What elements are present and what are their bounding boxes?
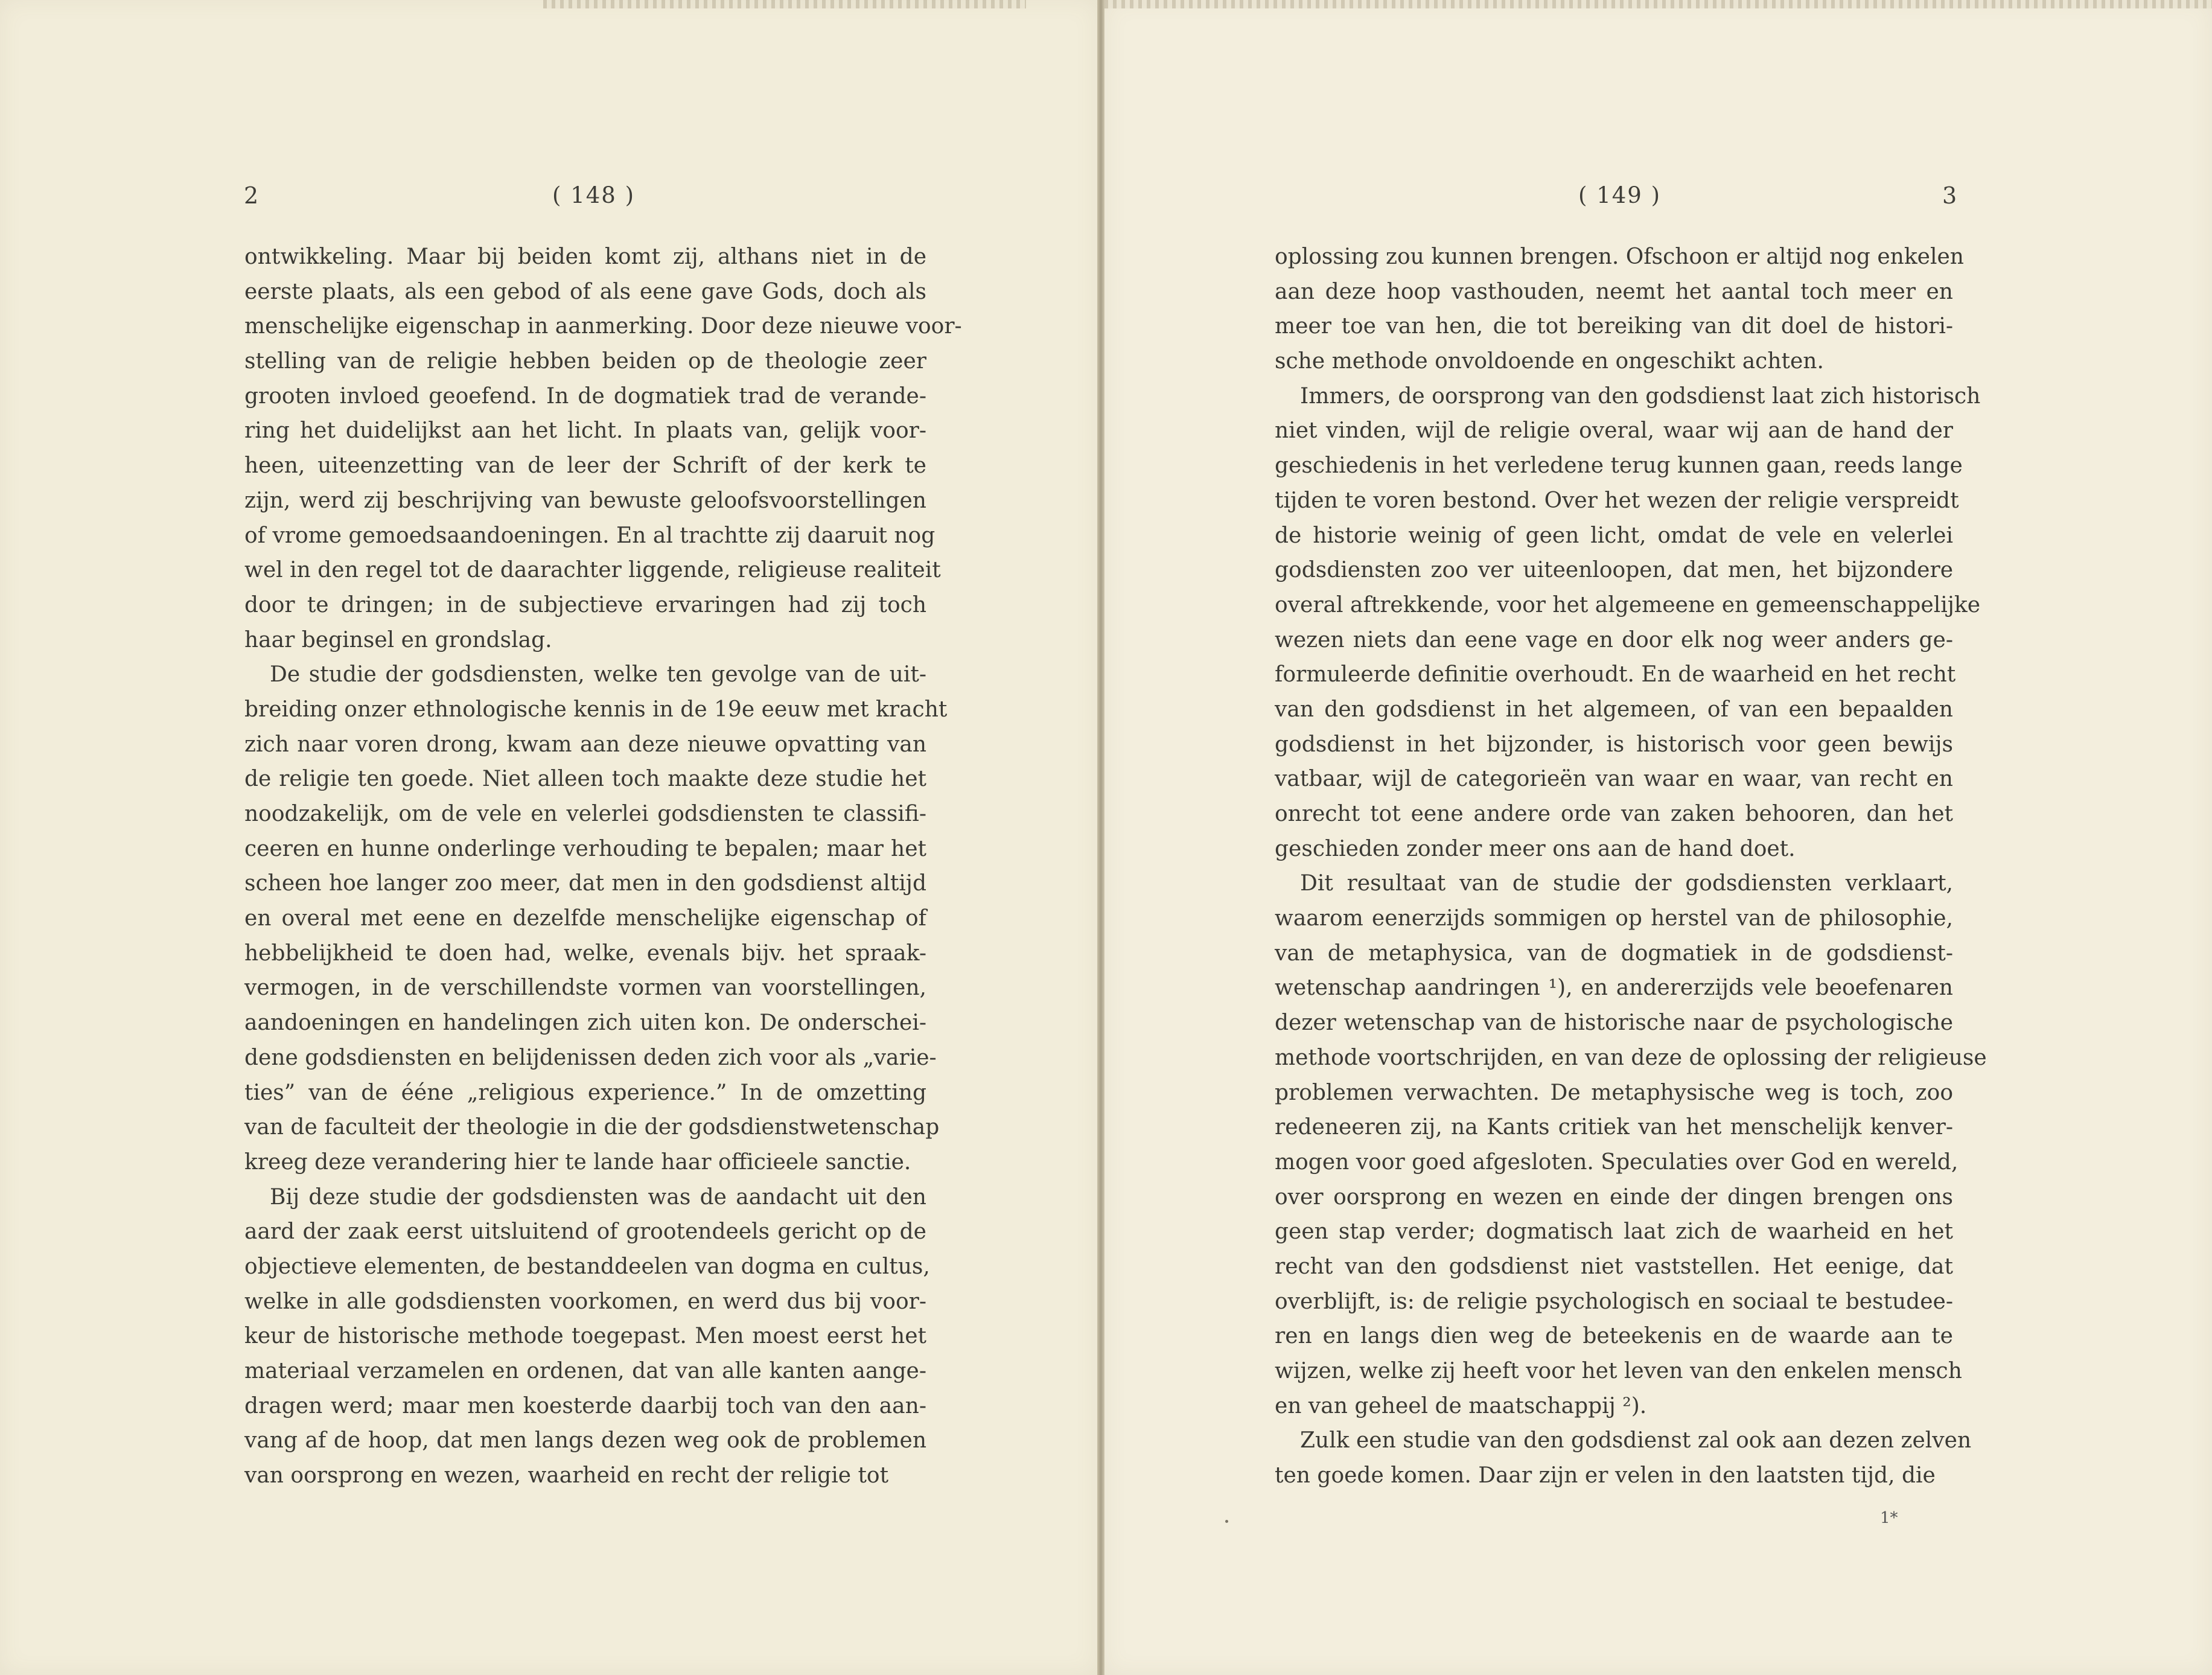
text-line: meer toe van hen, die tot bereiking van dit doel de histori-: [1275, 314, 1953, 339]
left-page-body: [244, 240, 962, 1493]
text-line: dezer wetenschap van de historische naar de psychologische: [1275, 1010, 1953, 1036]
signature-mark: 1*: [1880, 1509, 1898, 1527]
text-line: de religie ten goede. Niet alleen toch maakte deze studie het: [244, 767, 926, 792]
text-line: vermogen, in de verschillendste vormen van voorstellingen,: [244, 975, 926, 1001]
book-gutter: [1097, 0, 1104, 1675]
text-line: De studie der godsdiensten, welke ten gevolge van de uit-: [270, 662, 926, 688]
text-line: keur de historische methode toegepast. Men moest eerst het: [244, 1324, 926, 1349]
text-line: geschieden zonder meer ons aan de hand doet.: [1275, 836, 1796, 861]
text-line: aandoeningen en handelingen zich uiten kon. De onderschei-: [244, 1010, 926, 1036]
text-line: Bij deze studie der godsdiensten was de aandacht uit den: [270, 1184, 926, 1210]
text-line: methode voortschrijden, en van deze de oplossing der religieuse: [1275, 1045, 1987, 1070]
text-line: tijden te voren bestond. Over het wezen der religie verspreidt: [1275, 488, 1959, 513]
text-line: zich naar voren drong, kwam aan deze nieuwe opvatting van: [244, 732, 926, 757]
text-line: overblijft, is: de religie psychologisch en sociaal te bestudee-: [1275, 1289, 1953, 1314]
text-line: dragen werd; maar men koesterde daarbij toch van den aan-: [244, 1393, 926, 1418]
text-line: dene godsdiensten en belijdenissen deden zich voor als „varie-: [244, 1045, 937, 1070]
text-line: aard der zaak eerst uitsluitend of grootendeels gericht op de: [244, 1219, 926, 1245]
text-line: haar beginsel en grondslag.: [244, 627, 552, 652]
text-line: sche methode onvoldoende en ongeschikt achten.: [1275, 349, 1824, 374]
text-line: wijzen, welke zij heeft voor het leven van den enkelen mensch: [1275, 1359, 1962, 1383]
text-line: ring het duidelijkst aan het licht. In plaats van, gelijk voor-: [244, 418, 926, 444]
text-line: vang af de hoop, dat men langs dezen weg ook de problemen: [244, 1428, 926, 1453]
text-line: onrecht tot eene andere orde van zaken behooren, dan het: [1275, 802, 1953, 826]
text-line: oplossing zou kunnen brengen. Ofschoon er altijd nog enkelen: [1275, 244, 1964, 269]
text-line: objectieve elementen, de bestanddeelen van dogma en cultus,: [244, 1254, 930, 1279]
text-line: over oorsprong en wezen en einde der dingen brengen ons: [1275, 1184, 1953, 1210]
text-line: en van geheel de maatschappij ²).: [1275, 1393, 1647, 1418]
text-line: ten goede komen. Daar zijn er velen in den laatsten tijd, die: [1275, 1463, 1936, 1488]
left-page-header: ( 148 ): [552, 182, 636, 208]
text-line: heen, uiteenzetting van de leer der Schrift of der kerk te: [244, 453, 926, 479]
text-line: kreeg deze verandering hier te lande haar officieele sanctie.: [244, 1149, 911, 1175]
text-line: recht van den godsdienst niet vaststellen. Het eenige, dat: [1275, 1254, 1953, 1279]
speck: [1225, 1520, 1228, 1523]
text-line: materiaal verzamelen en ordenen, dat van alle kanten aange-: [244, 1359, 926, 1383]
text-line: geen stap verder; dogmatisch laat zich de waarheid en het: [1275, 1219, 1953, 1245]
text-line: wetenschap aandringen ¹), en andererzijds vele beoefenaren: [1275, 975, 1953, 1001]
text-line: en overal met eene en dezelfde menschelijke eigenschap of: [244, 906, 926, 931]
text-line: formuleerde definitie overhoudt. En de waarheid en het recht: [1275, 662, 1956, 688]
left-page-number: 2: [244, 182, 259, 209]
text-line: ties” van de ééne „religious experience.” In de omzetting: [244, 1080, 926, 1105]
text-line: grooten invloed geoefend. In de dogmatiek trad de verande-: [244, 383, 926, 409]
text-line: of vrome gemoedsaandoeningen. En al trachtte zij daaruit nog: [244, 523, 935, 548]
text-line: ren en langs dien weg de beteekenis en de waarde aan te: [1275, 1324, 1953, 1349]
text-line: stelling van de religie hebben beiden op de theologie zeer: [244, 349, 926, 374]
torn-edge: [543, 0, 1026, 8]
text-line: menschelijke eigenschap in aanmerking. Door deze nieuwe voor-: [244, 314, 962, 339]
text-line: overal aftrekkende, voor het algemeene en gemeenschappelijke: [1275, 592, 1981, 617]
text-line: van de faculteit der theologie in die der godsdienstwetenschap: [244, 1115, 940, 1140]
text-line: door te dringen; in de subjectieve ervaringen had zij toch: [244, 592, 926, 617]
text-line: waarom eenerzijds sommigen op herstel van de philosophie,: [1275, 906, 1953, 931]
text-line: breiding onzer ethnologische kennis in de 19e eeuw met kracht: [244, 697, 948, 722]
text-line: redeneeren zij, na Kants critiek van het menschelijk kenver-: [1275, 1115, 1953, 1140]
text-line: niet vinden, wijl de religie overal, waar wij aan de hand der: [1275, 418, 1953, 444]
torn-edge: [1104, 0, 2212, 8]
text-line: Zulk een studie van den godsdienst zal ook aan dezen zelven: [1300, 1428, 1972, 1453]
text-line: ceeren en hunne onderlinge verhouding te bepalen; maar het: [244, 836, 926, 861]
text-line: mogen voor goed afgesloten. Speculaties over God en wereld,: [1275, 1149, 1959, 1175]
text-line: godsdiensten zoo ver uiteenloopen, dat men, het bijzondere: [1275, 558, 1953, 583]
text-line: Dit resultaat van de studie der godsdiensten verklaart,: [1300, 871, 1953, 896]
text-line: wezen niets dan eene vage en door elk nog weer anders ge-: [1275, 627, 1953, 652]
text-line: van de metaphysica, van de dogmatiek in de godsdienst-: [1275, 940, 1953, 966]
text-line: problemen verwachten. De metaphysische weg is toch, zoo: [1275, 1080, 1953, 1105]
text-line: wel in den regel tot de daarachter liggende, religieuse realiteit: [244, 558, 941, 583]
right-page-header: ( 149 ): [1578, 182, 1662, 208]
text-line: aan deze hoop vasthouden, neemt het aantal toch meer en: [1275, 279, 1953, 304]
text-line: van den godsdienst in het algemeen, of van een bepaalden: [1275, 697, 1953, 722]
right-page-body: [1275, 240, 1987, 1493]
text-line: welke in alle godsdiensten voorkomen, en werd dus bij voor-: [244, 1289, 926, 1314]
text-line: eerste plaats, als een gebod of als eene gave Gods, doch als: [244, 279, 926, 304]
text-line: Immers, de oorsprong van den godsdienst laat zich historisch: [1300, 383, 1981, 409]
right-page: [1104, 0, 2212, 1675]
text-line: noodzakelijk, om de vele en velerlei godsdiensten te classifi-: [244, 802, 926, 826]
text-line: zijn, werd zij beschrijving van bewuste geloofsvoorstellingen: [244, 488, 926, 513]
text-line: geschiedenis in het verledene terug kunnen gaan, reeds lange: [1275, 453, 1963, 479]
text-line: van oorsprong en wezen, waarheid en recht der religie tot: [244, 1463, 889, 1488]
text-line: hebbelijkheid te doen had, welke, evenals bijv. het spraak-: [244, 940, 926, 966]
text-line: scheen hoe langer zoo meer, dat men in den godsdienst altijd: [244, 871, 926, 896]
text-line: vatbaar, wijl de categorieën van waar en waar, van recht en: [1275, 767, 1953, 792]
left-page: [0, 0, 1097, 1675]
text-line: godsdienst in het bijzonder, is historisch voor geen bewijs: [1275, 732, 1953, 757]
text-line: ontwikkeling. Maar bij beiden komt zij, althans niet in de: [244, 244, 926, 269]
right-page-number: 3: [1942, 182, 1957, 209]
text-line: de historie weinig of geen licht, omdat de vele en velerlei: [1275, 523, 1953, 548]
